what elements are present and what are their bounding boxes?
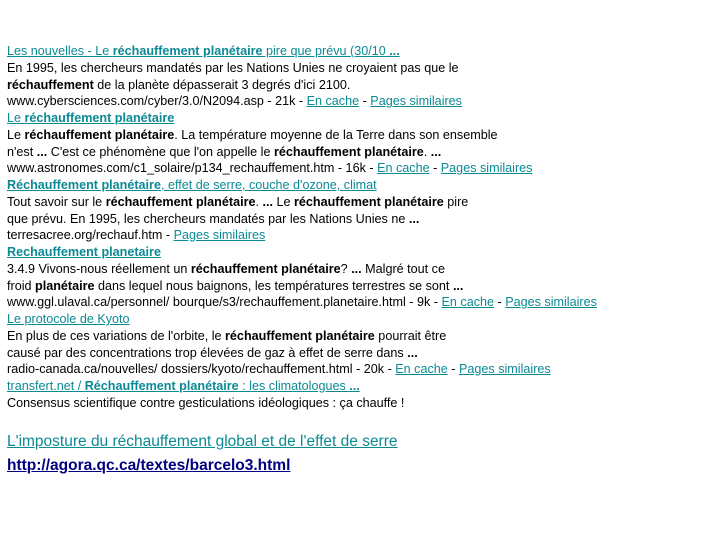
result-snippet: causé par des concentrations trop élevées de gaz à effet de serre dans ... xyxy=(7,345,418,360)
result-snippet: n'est ... C'est ce phénomène que l'on appelle le réchauffement planétaire. ... xyxy=(7,144,442,159)
result-title-link[interactable]: Le protocole de Kyoto xyxy=(7,312,130,326)
result-snippet: réchauffement de la planète dépasserait 3 degrés d'ici 2100. xyxy=(7,77,351,92)
result-title-link[interactable]: Rechauffement planetaire xyxy=(7,245,161,259)
result-url-line: www.ggl.ulaval.ca/personnel/ bourque/s3/rechauffement.planetaire.html - 9k - En cache - Pages similaires xyxy=(7,295,597,310)
result-snippet: 3.4.9 Vivons-nous réellement un réchauffement planétaire? ... Malgré tout ce xyxy=(7,261,445,276)
result-snippet: En 1995, les chercheurs mandatés par les Nations Unies ne croyaient pas que le xyxy=(7,60,459,75)
result-5-title[interactable] xyxy=(7,311,713,328)
result-title-link[interactable]: Le réchauffement planétaire xyxy=(7,111,175,125)
cache-link[interactable]: En cache xyxy=(377,161,430,176)
similar-pages-link[interactable]: Pages similaires xyxy=(370,94,462,109)
result-snippet: Le réchauffement planétaire. La température moyenne de la Terre dans son ensemble xyxy=(7,127,498,142)
result-title-link[interactable]: Réchauffement planétaire, effet de serre, couche d'ozone, climat xyxy=(7,178,377,192)
result-snippet: que prévu. En 1995, les chercheurs mandatés par les Nations Unies ne ... xyxy=(7,211,420,226)
cache-link[interactable]: En cache xyxy=(395,362,448,377)
similar-pages-link[interactable]: Pages similaires xyxy=(505,295,597,310)
footer-links xyxy=(7,430,398,478)
similar-pages-link[interactable]: Pages similaires xyxy=(459,362,551,377)
result-title-link[interactable]: Les nouvelles - Le réchauffement planétaire pire que prévu (30/10 ... xyxy=(7,44,400,58)
result-url: terresacree.org/rechauf.htm - xyxy=(7,228,174,243)
similar-pages-link[interactable]: Pages similaires xyxy=(173,228,266,243)
footer-url-link[interactable]: http://agora.qc.ca/textes/barcelo3.html xyxy=(7,457,291,474)
result-url-line: radio-canada.ca/nouvelles/ dossiers/kyoto/rechauffement.html - 20k - En cache - Pages similaires xyxy=(7,362,551,377)
footer-title-link[interactable]: L'imposture du réchauffement global et de l'effet de serre xyxy=(7,433,398,450)
result-snippet: Tout savoir sur le réchauffement planétaire. ... Le réchauffement planétaire pire xyxy=(7,194,469,209)
result-1-title[interactable] xyxy=(7,43,713,60)
result-url-line xyxy=(7,227,713,244)
cache-link[interactable]: En cache xyxy=(441,295,495,310)
result-snippet: froid planétaire dans lequel nous baignons, les températures terrestres se sont ... xyxy=(7,278,464,293)
result-url-line: www.astronomes.com/c1_solaire/p134_rechauffement.htm - 16k - En cache - Pages similaires xyxy=(7,161,533,176)
result-url: www.cybersciences.com/cyber/3.0/N2094.asp - 21k - xyxy=(7,94,307,109)
result-url: www.ggl.ulaval.ca/personnel/ bourque/s3/rechauffement.planetaire.html - 9k - xyxy=(7,295,442,310)
search-results xyxy=(7,43,713,412)
result-url: radio-canada.ca/nouvelles/ dossiers/kyoto/rechauffement.html - 20k - xyxy=(7,362,396,377)
result-snippet: Consensus scientifique contre gesticulations idéologiques : ça chauffe ! xyxy=(7,395,405,410)
cache-link[interactable]: En cache xyxy=(306,94,360,109)
result-url: www.astronomes.com/c1_solaire/p134_rechauffement.htm - 16k - xyxy=(7,161,378,176)
similar-pages-link[interactable]: Pages similaires xyxy=(440,161,533,176)
result-url-line: www.cybersciences.com/cyber/3.0/N2094.asp - 21k - En cache - Pages similaires xyxy=(7,94,462,109)
result-4-title[interactable] xyxy=(7,244,713,261)
result-2-title[interactable] xyxy=(7,110,713,127)
result-3-title[interactable] xyxy=(7,177,713,194)
result-6-title[interactable] xyxy=(7,378,713,395)
result-snippet: En plus de ces variations de l'orbite, le réchauffement planétaire pourrait être xyxy=(7,328,447,343)
result-title-link[interactable]: transfert.net / Réchauffement planétaire : les climatologues ... xyxy=(7,379,360,393)
